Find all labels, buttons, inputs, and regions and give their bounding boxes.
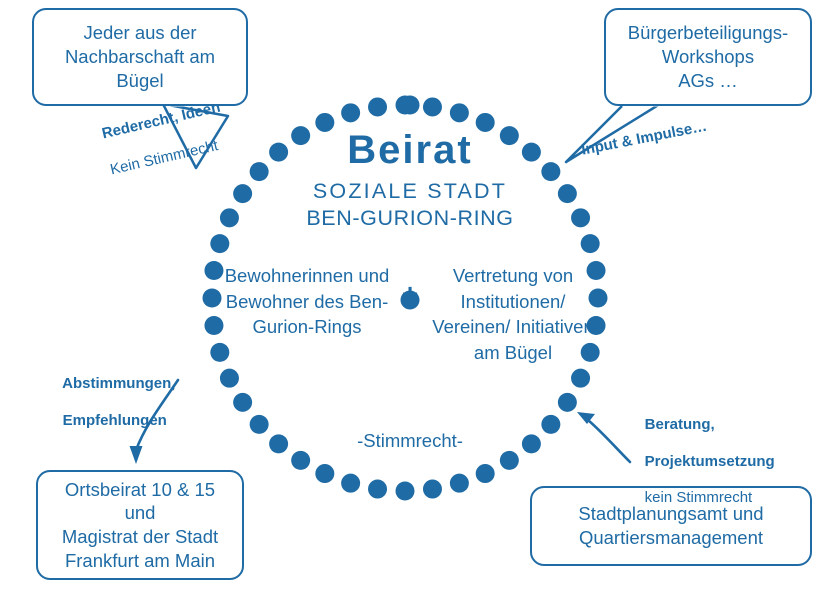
page-title: Beirat xyxy=(347,128,473,172)
column-bewohner-line: und Bewohner xyxy=(225,265,390,312)
plus-sign: + xyxy=(401,278,419,309)
column-bewohner xyxy=(221,263,393,340)
column-vertretung-line: Initiativen xyxy=(515,316,594,338)
callout-stadtplanungsamt-line: Stadtplanungsamt und xyxy=(578,503,764,525)
edge-label-abstimmungen-line: Empfehlungen xyxy=(62,411,167,429)
callout-buergerbeteiligung[interactable] xyxy=(604,8,812,106)
edge-label-beratung xyxy=(628,398,775,526)
subtitle-soziale-stadt: SOZIALE STADT xyxy=(312,179,508,203)
callout-ortsbeirat-line: und xyxy=(124,502,156,524)
callout-buergerbeteiligung-line: Workshops xyxy=(661,46,755,68)
edge-label-rederecht-bold: Rederecht, Ideen xyxy=(100,98,222,143)
edge-label-input: Input & Impulse… xyxy=(580,117,709,159)
callout-nachbarschaft-line: Nachbarschaft am xyxy=(64,46,216,68)
column-bewohner-line: Ben-Gurion-Rings xyxy=(252,290,389,338)
edge-label-beratung-line: Beratung, xyxy=(644,416,715,434)
column-vertretung xyxy=(427,263,599,365)
column-vertretung-line: Vereinen/ xyxy=(432,316,511,338)
column-vertretung-line: Vertretung xyxy=(452,265,539,286)
callout-nachbarschaft-line: Jeder aus der xyxy=(83,22,197,44)
column-vertretung-line: von xyxy=(543,265,574,286)
column-vertretung-line: Institutionen/ xyxy=(460,290,566,312)
callout-nachbarschaft-line: Bügel xyxy=(116,69,164,91)
beirat-center-block xyxy=(205,120,615,470)
edge-label-beratung-line: Projektumsetzung xyxy=(644,452,775,470)
stimmrecht-note: -Stimmrecht- xyxy=(357,430,463,451)
callout-buergerbeteiligung-line: AGs … xyxy=(678,69,738,91)
edge-label-abstimmungen xyxy=(46,357,175,448)
subtitle-ben-gurion-ring: BEN-GURION-RING xyxy=(306,206,514,230)
callout-ortsbeirat-line: Ortsbeirat 10 & 15 xyxy=(64,478,216,500)
callout-stadtplanungsamt-line: Quartiersmanagement xyxy=(578,527,764,548)
edge-label-abstimmungen-line: Abstimmungen, xyxy=(62,375,176,393)
column-bewohner-line: des xyxy=(314,290,345,312)
column-vertretung-line: am Bügel xyxy=(473,341,553,363)
callout-buergerbeteiligung-line: Bürgerbeteiligungs- xyxy=(627,22,789,44)
callout-ortsbeirat[interactable] xyxy=(36,470,244,580)
column-bewohner-line: Bewohnerinnen xyxy=(224,265,354,286)
membership-columns xyxy=(205,263,615,365)
callout-ortsbeirat-line: Magistrat der Stadt xyxy=(61,526,219,547)
edge-label-rederecht-regular: Kein Stimmrecht xyxy=(108,136,220,179)
callout-ortsbeirat-line: Frankfurt am Main xyxy=(64,549,216,571)
edge-label-beratung-line: kein Stimmrecht xyxy=(644,489,753,507)
